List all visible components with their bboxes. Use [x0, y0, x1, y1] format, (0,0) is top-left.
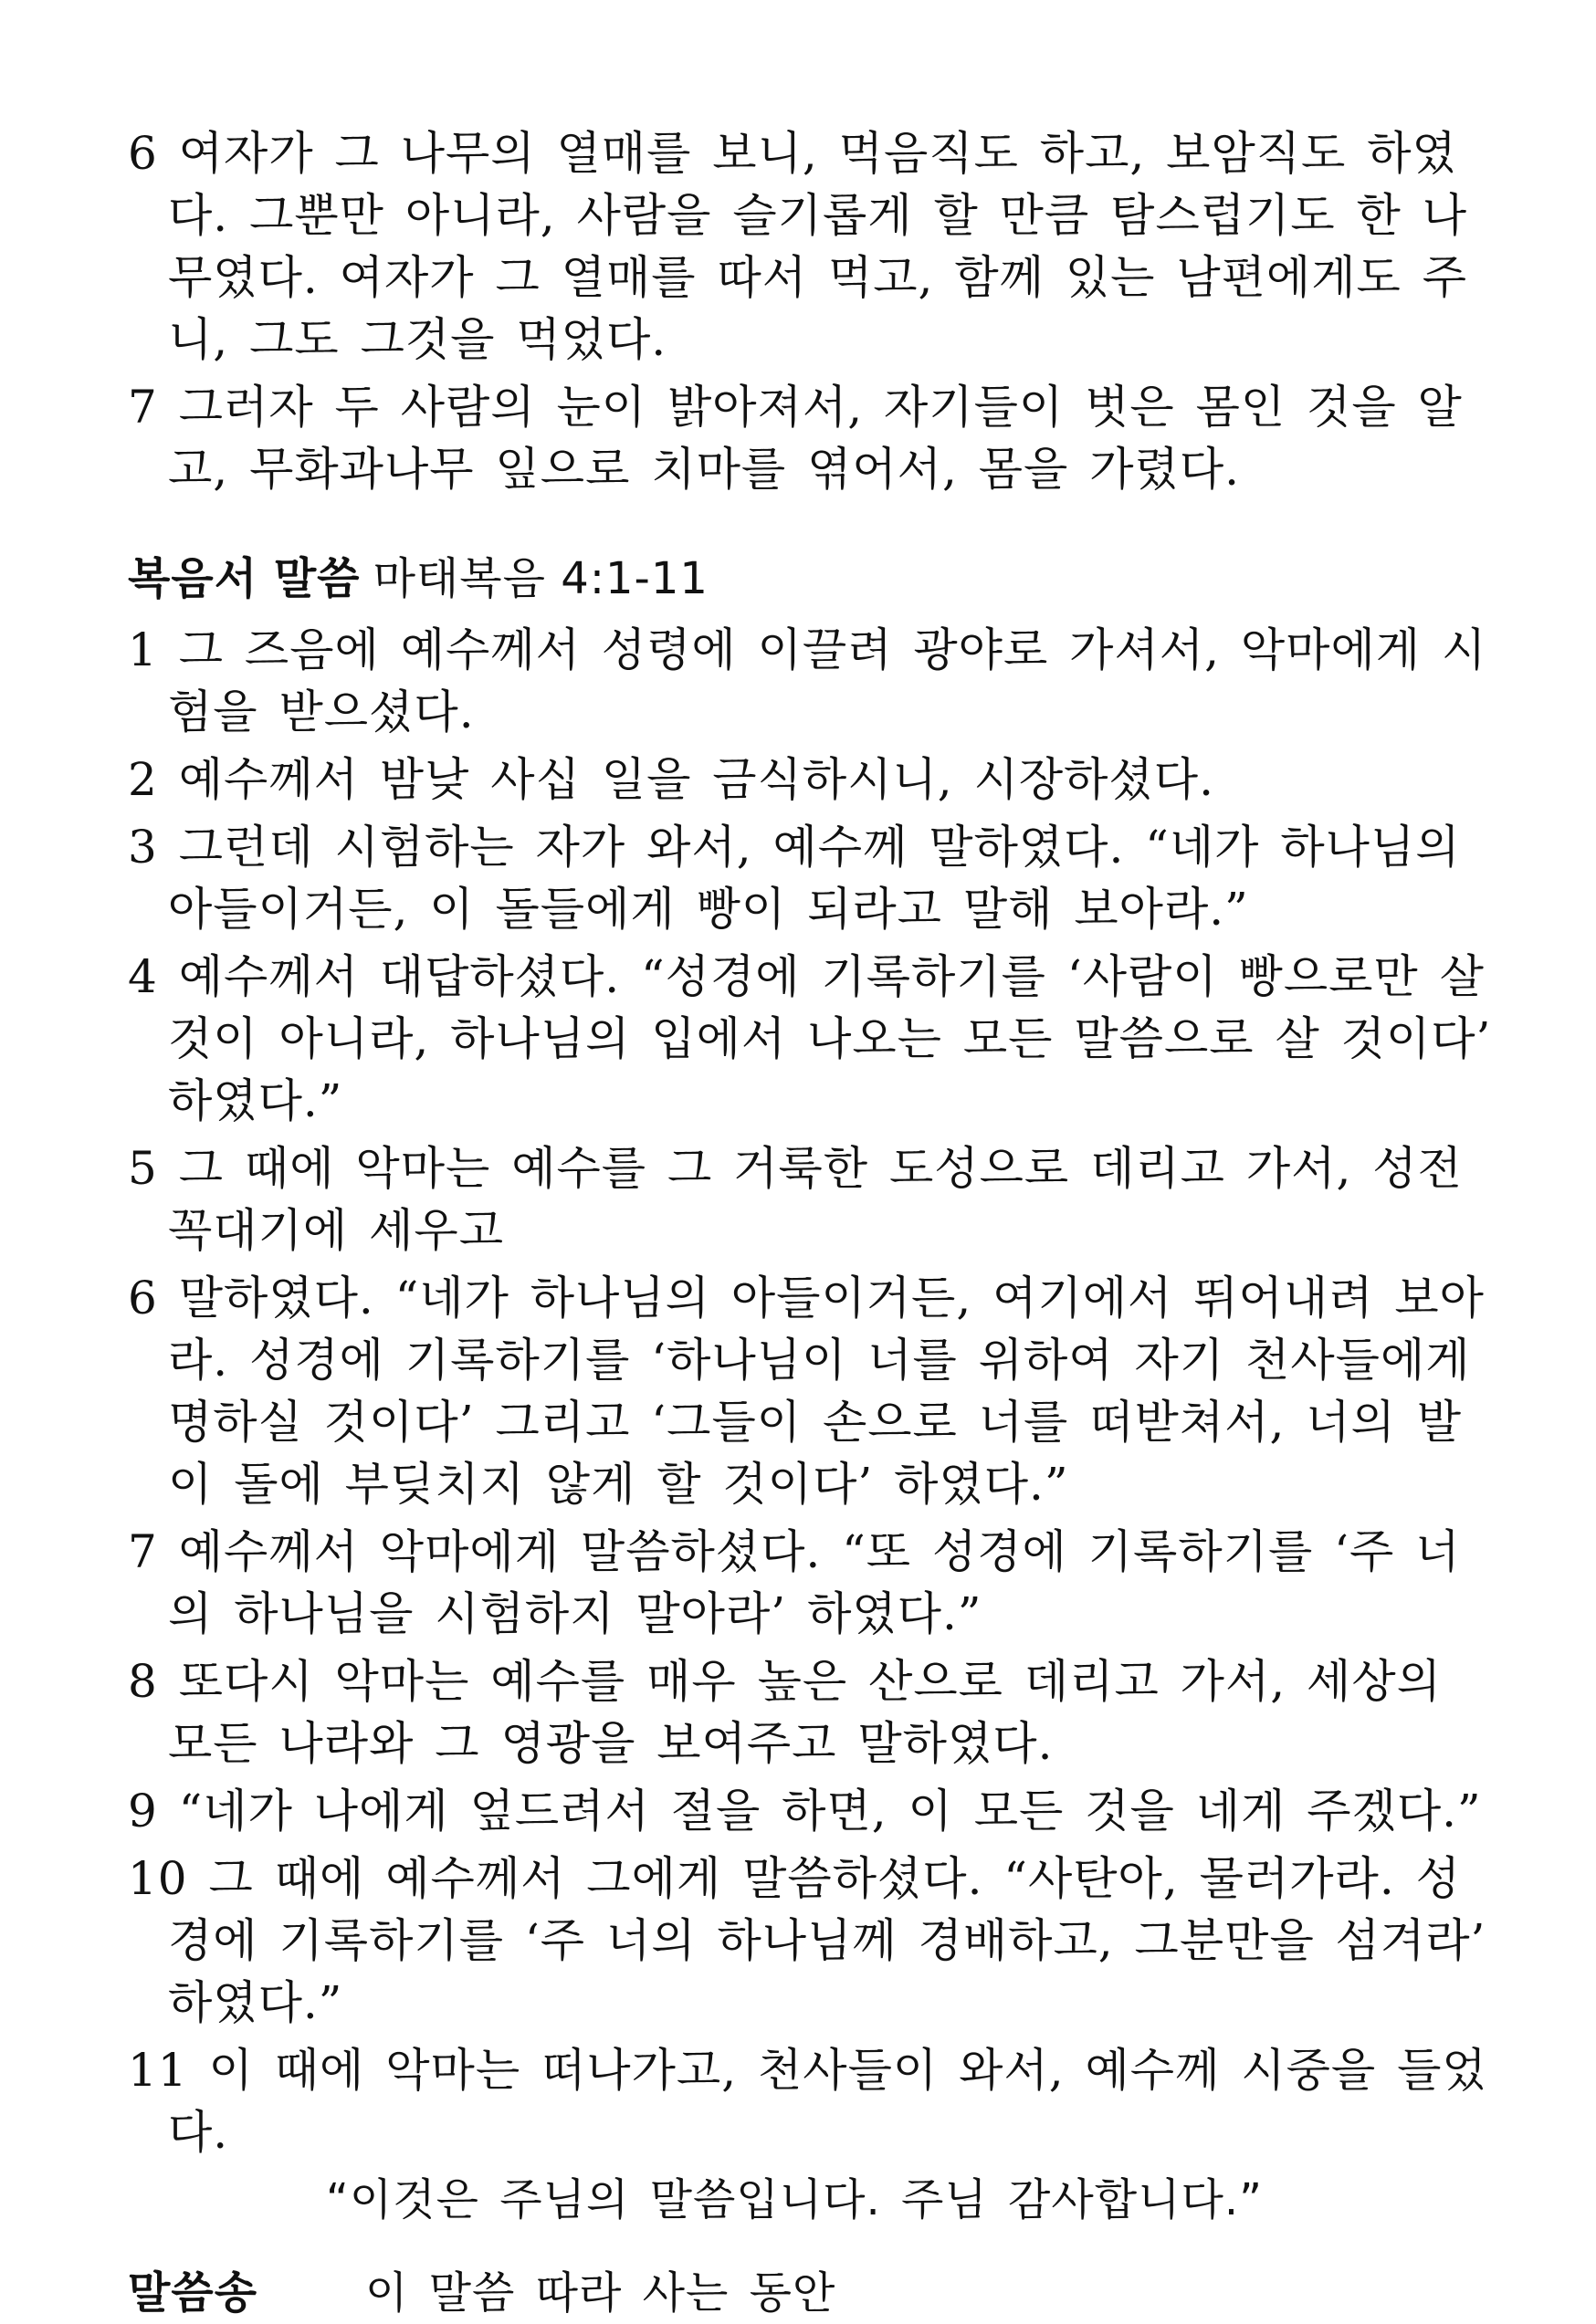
gospel-label: 복음서 말씀: [128, 553, 361, 604]
verse: [128, 946, 1497, 1132]
verse-number: 6: [128, 127, 158, 180]
gospel-heading: [128, 548, 1497, 610]
verse: [128, 816, 1497, 940]
verse-number: 5: [128, 1142, 158, 1195]
verse-text: 예수께서 대답하셨다. “성경에 기록하기를 ‘사람이 빵으로만 살 것이 아니라, 하나님의 입에서 나오는 모든 말씀으로 살 것이다’ 하였다.”: [168, 950, 1492, 1127]
verse-number: 7: [128, 381, 158, 434]
reading-closing: “이것은 주님의 말씀입니다. 주님 감사합니다.”: [326, 2174, 1263, 2225]
verse: [128, 2039, 1497, 2163]
verse-text: 예수께서 밤낮 사십 일을 금식하시니, 시장하셨다.: [178, 753, 1214, 806]
verse-text: 그 때에 예수께서 그에게 말씀하셨다. “사탄아, 물러가라. 성경에 기록하기를 ‘주 너의 하나님께 경배하고, 그분만을 섬겨라’ 하였다.”: [168, 1852, 1486, 2029]
verse-number: 7: [128, 1525, 158, 1578]
hymn-label: 말씀송: [128, 2267, 258, 2319]
verse: [128, 619, 1497, 743]
verse-number: 3: [128, 821, 158, 874]
verse: [128, 1650, 1497, 1774]
verse: [128, 1521, 1497, 1645]
verse: [128, 748, 1497, 811]
gospel-reference: 마태복음 4:1-11: [373, 553, 709, 604]
verse-text: 여자가 그 나무의 열매를 보니, 먹음직도 하고, 보암직도 하였다. 그뿐만 아니라, 사람을 슬기롭게 할 만큼 탐스럽기도 한 나무였다. 여자가 그 열매를 따서 먹고, 함께 있는 남편에게도 주니, 그도 그것을 먹었다.: [168, 127, 1468, 366]
verse-number: 2: [128, 753, 158, 806]
verse: [128, 1848, 1497, 2034]
verse-number: 11: [128, 2044, 188, 2097]
verse-text: 예수께서 악마에게 말씀하셨다. “또 성경에 기록하기를 ‘주 너의 하나님을 시험하지 말아라’ 하였다.”: [168, 1525, 1461, 1640]
gospel-reading: [128, 619, 1497, 2163]
verse-text: 그 때에 악마는 예수를 그 거룩한 도성으로 데리고 가서, 성전 꼭대기에 세우고: [168, 1142, 1463, 1257]
hymn-line: [128, 2262, 1497, 2324]
verse-text: 말하였다. “네가 하나님의 아들이거든, 여기에서 뛰어내려 보아라. 성경에 기록하기를 ‘하나님이 너를 위하여 자기 천사들에게 명하실 것이다’ 그리고 ‘그들이 손으로 너를 떠받쳐서, 너의 발이 돌에 부딪치지 않게 할 것이다’ 하였다.”: [168, 1272, 1485, 1511]
document-page: [128, 122, 1497, 2324]
verse-number: 10: [128, 1852, 188, 1905]
verse-text: 또다시 악마는 예수를 매우 높은 산으로 데리고 가서, 세상의 모든 나라와 그 영광을 보여주고 말하였다.: [168, 1655, 1442, 1770]
verse: [128, 122, 1497, 371]
hymn-title: 이 말씀 따라 사는 동안: [365, 2267, 836, 2319]
verse-number: 1: [128, 623, 158, 676]
verse-number: 4: [128, 950, 158, 1003]
verse-number: 6: [128, 1272, 158, 1324]
verse-text: 이 때에 악마는 떠나가고, 천사들이 와서, 예수께 시중을 들었다.: [168, 2044, 1487, 2159]
verse-number: 9: [128, 1785, 158, 1837]
verse-number: 8: [128, 1655, 158, 1708]
verse-text: “네가 나에게 엎드려서 절을 하면, 이 모든 것을 네게 주겠다.”: [178, 1785, 1482, 1837]
verse: [128, 1137, 1497, 1261]
verse: [128, 1267, 1497, 1515]
verse: [128, 376, 1497, 500]
verse-text: 그런데 시험하는 자가 와서, 예수께 말하였다. “네가 하나님의 아들이거든, 이 돌들에게 빵이 되라고 말해 보아라.”: [168, 821, 1461, 936]
verse: [128, 1780, 1497, 1842]
verse-text: 그 즈음에 예수께서 성령에 이끌려 광야로 가셔서, 악마에게 시험을 받으셨다.: [168, 623, 1487, 738]
prior-reading: [128, 122, 1497, 500]
verse-text: 그러자 두 사람의 눈이 밝아져서, 자기들이 벗은 몸인 것을 알고, 무화과나무 잎으로 치마를 엮어서, 몸을 가렸다.: [168, 381, 1463, 496]
